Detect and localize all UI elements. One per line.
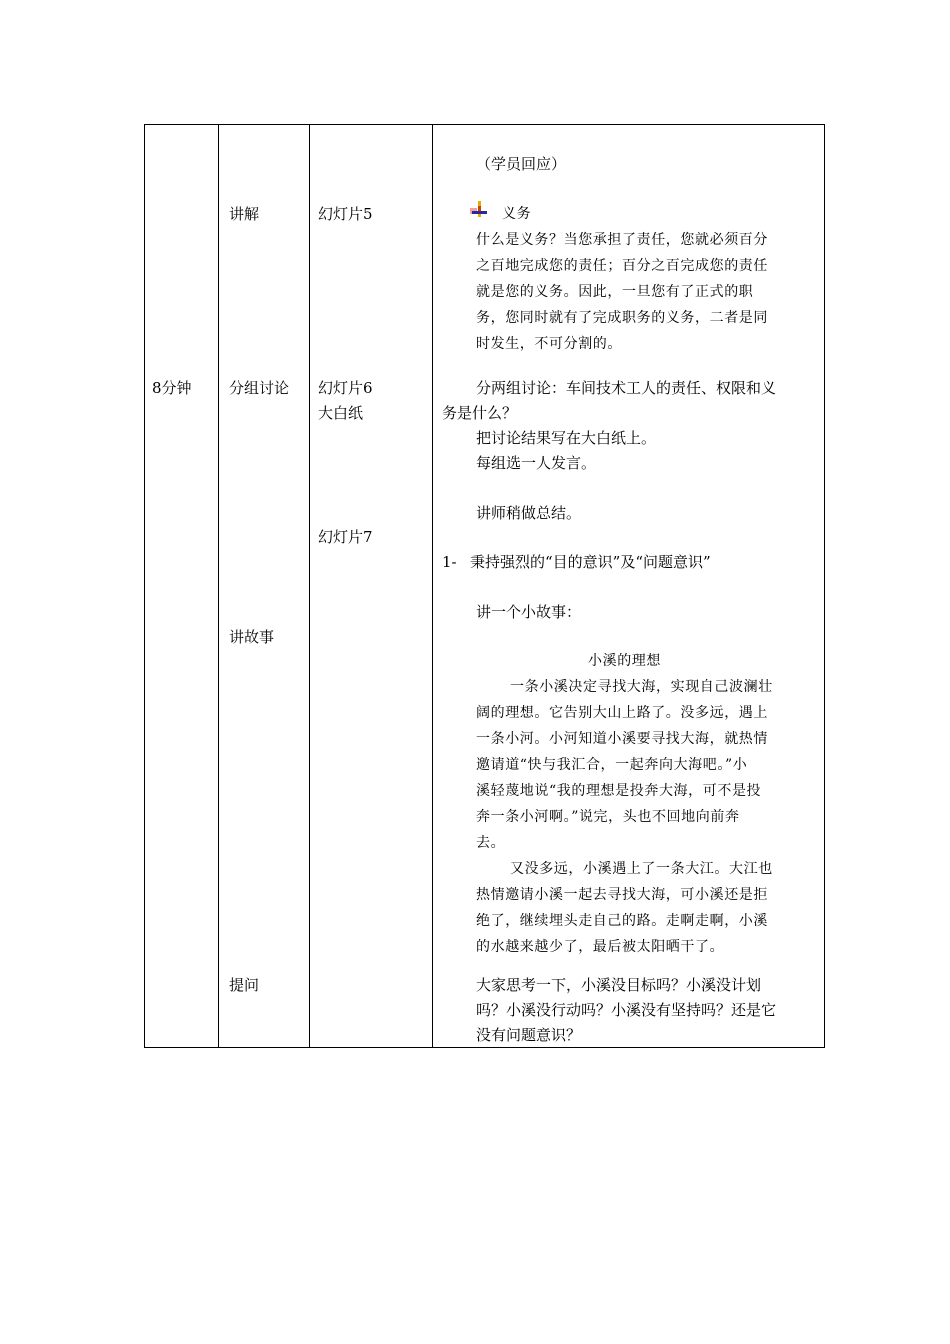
material-big-paper: 大白纸 xyxy=(318,404,364,422)
story-paragraph xyxy=(476,674,773,960)
instructor-summary: 讲师稍做总结。 xyxy=(476,504,582,522)
story-line: 绝了，继续埋头走自己的路。走啊走啊，小溪 xyxy=(476,913,768,929)
activity-questioning: 提问 xyxy=(229,976,260,994)
story-line: 又没多远，小溪遇上了一条大江。大江也 xyxy=(510,861,773,877)
material-slide5: 幻灯片5 xyxy=(318,205,373,223)
duty-line: 就是您的义务。因此，一旦您有了正式的职 xyxy=(476,284,754,300)
discussion-line: 分两组讨论：车间技术工人的责任、权限和义 xyxy=(476,379,777,397)
point-text: 秉持强烈的“目的意识”及“问题意识” xyxy=(470,553,711,571)
material-slide6: 幻灯片6 xyxy=(318,379,373,397)
question-line: 吗？小溪没行动吗？小溪没有坚持吗？还是它 xyxy=(476,1001,777,1019)
story-line: 奔一条小河啊。”说完，头也不回地向前奔 xyxy=(476,809,740,825)
story-line: 的水越来越少了，最后被太阳晒干了。 xyxy=(476,939,725,955)
student-response: （学员回应） xyxy=(476,155,567,173)
story-title: 小溪的理想 xyxy=(588,653,661,669)
story-line: 阔的理想。它告别大山上路了。没多远，遇上 xyxy=(476,705,768,721)
activity-explain: 讲解 xyxy=(229,205,260,223)
duty-paragraph xyxy=(476,227,768,357)
story-line: 一条小河。小河知道小溪要寻找大海，就热情 xyxy=(476,731,768,747)
question-line: 没有问题意识？ xyxy=(476,1026,582,1044)
time-cell: 8分钟 xyxy=(152,379,192,397)
column-divider xyxy=(218,125,219,1047)
story-line: 邀请道“快与我汇合，一起奔向大海吧。”小 xyxy=(476,757,748,773)
write-results: 把讨论结果写在大白纸上。 xyxy=(476,429,657,447)
story-line: 热情邀请小溪一起去寻找大海，可小溪还是拒 xyxy=(476,887,768,903)
duty-heading: 义务 xyxy=(502,206,532,222)
point-number: 1- xyxy=(442,553,457,571)
each-group: 每组选一人发言。 xyxy=(476,454,597,472)
story-line: 一条小溪决定寻找大海，实现自己波澜壮 xyxy=(510,679,773,695)
bullet-cross-icon xyxy=(470,201,488,219)
material-slide7: 幻灯片7 xyxy=(318,528,373,546)
story-line: 去。 xyxy=(476,835,506,851)
duty-line: 之百地完成您的责任；百分之百完成您的责任 xyxy=(476,258,768,274)
duty-line: 时发生，不可分割的。 xyxy=(476,336,622,352)
column-divider xyxy=(432,125,433,1047)
duty-line: 务，您同时就有了完成职务的义务，二者是同 xyxy=(476,310,768,326)
story-line: 溪轻蔑地说“我的理想是投奔大海，可不是投 xyxy=(476,783,762,799)
activity-group-discussion: 分组讨论 xyxy=(229,379,290,397)
activity-storytelling: 讲故事 xyxy=(229,628,275,646)
question-line: 大家思考一下，小溪没目标吗？小溪没计划 xyxy=(476,976,762,994)
story-intro: 讲一个小故事： xyxy=(476,603,582,621)
column-divider xyxy=(309,125,310,1047)
duty-line: 什么是义务？当您承担了责任，您就必须百分 xyxy=(476,232,768,248)
discussion-line: 务是什么？ xyxy=(442,404,518,422)
